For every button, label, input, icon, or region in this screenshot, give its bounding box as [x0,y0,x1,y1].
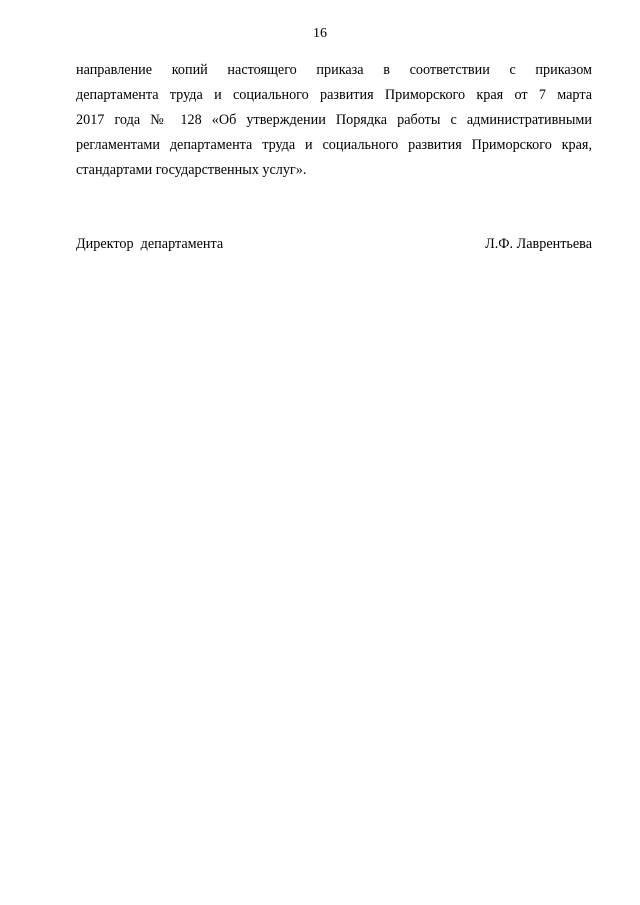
signature-block [76,234,592,254]
signatory-name: Л.Ф. Лаврентьева [485,236,592,252]
paragraph-line: 2017 года № 128 «Об утверждении Порядка работы с административными [76,112,592,128]
paragraph-line: департамента труда и социального развития Приморского края от 7 марта [76,87,592,103]
body-paragraph [76,58,592,183]
signatory-position: Директор департамента [76,236,224,252]
paragraph-line: направление копий настоящего приказа в соответствии с приказом [76,62,592,78]
page-number: 16 [313,26,327,41]
paragraph-line: регламентами департамента труда и социального развития Приморского края, [76,137,592,153]
paragraph-line: стандартами государственных услуг». [76,162,307,178]
